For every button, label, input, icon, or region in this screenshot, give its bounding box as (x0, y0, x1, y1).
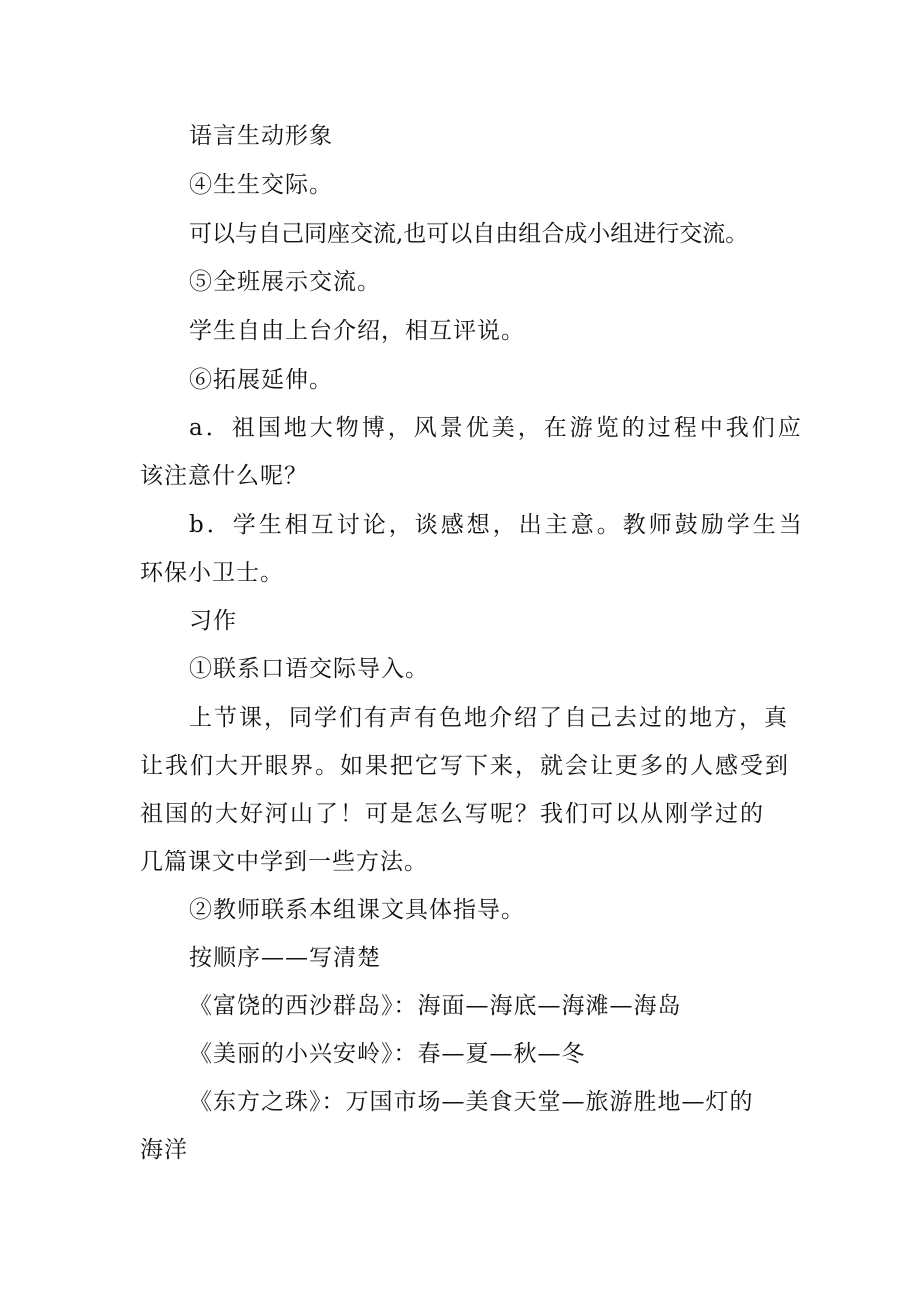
text-line-writing-intro-1: 上节课，同学们有声有色地介绍了自己去过的地方，真 (189, 705, 789, 731)
text-line-step-4-peer-communication: ④生生交际。 (189, 172, 333, 198)
text-line-writing-intro-3: 祖国的大好河山了！可是怎么写呢？我们可以从刚学过的 (140, 801, 765, 827)
text-line-extension-b: b．学生相互讨论，谈感想，出主意。教师鼓励学生当 (189, 512, 805, 538)
text-line-step-5-class-presentation: ⑤全班展示交流。 (189, 269, 381, 295)
text-line-peer-communication-detail: 可以与自己同座交流,也可以自由组合成小组进行交流。 (189, 221, 749, 247)
text-line-pearl-of-orient: 《东方之珠》：万国市场—美食天堂—旅游胜地—灯的 (189, 1089, 754, 1115)
text-line-writing-step-2: ②教师联系本组课文具体指导。 (189, 897, 525, 923)
text-line-extension-a-cont: 该注意什么呢？ (140, 463, 308, 489)
text-line-pearl-of-orient-cont: 海洋 (140, 1137, 188, 1163)
text-line-xiaoxinganling: 《美丽的小兴安岭》：春—夏—秋—冬 (189, 1041, 586, 1067)
text-line-extension-a: a．祖国地大物博，风景优美，在游览的过程中我们应 (189, 415, 804, 441)
text-line-language-vivid: 语言生动形象 (189, 123, 333, 149)
text-line-presentation-detail: 学生自由上台介绍，相互评说。 (189, 318, 525, 344)
text-line-writing-intro-2: 让我们大开眼界。如果把它写下来，就会让更多的人感受到 (140, 753, 790, 779)
text-line-writing-intro-4: 几篇课文中学到一些方法。 (140, 849, 428, 875)
text-line-in-order: 按顺序——写清楚 (189, 945, 381, 971)
text-line-extension-b-cont: 环保小卫士。 (140, 560, 284, 586)
text-line-step-6-extension: ⑥拓展延伸。 (189, 367, 333, 393)
section-heading-writing: 习作 (189, 608, 237, 634)
text-line-xisha-islands: 《富饶的西沙群岛》：海面—海底—海滩—海岛 (189, 993, 682, 1019)
text-line-writing-step-1: ①联系口语交际导入。 (189, 656, 429, 682)
